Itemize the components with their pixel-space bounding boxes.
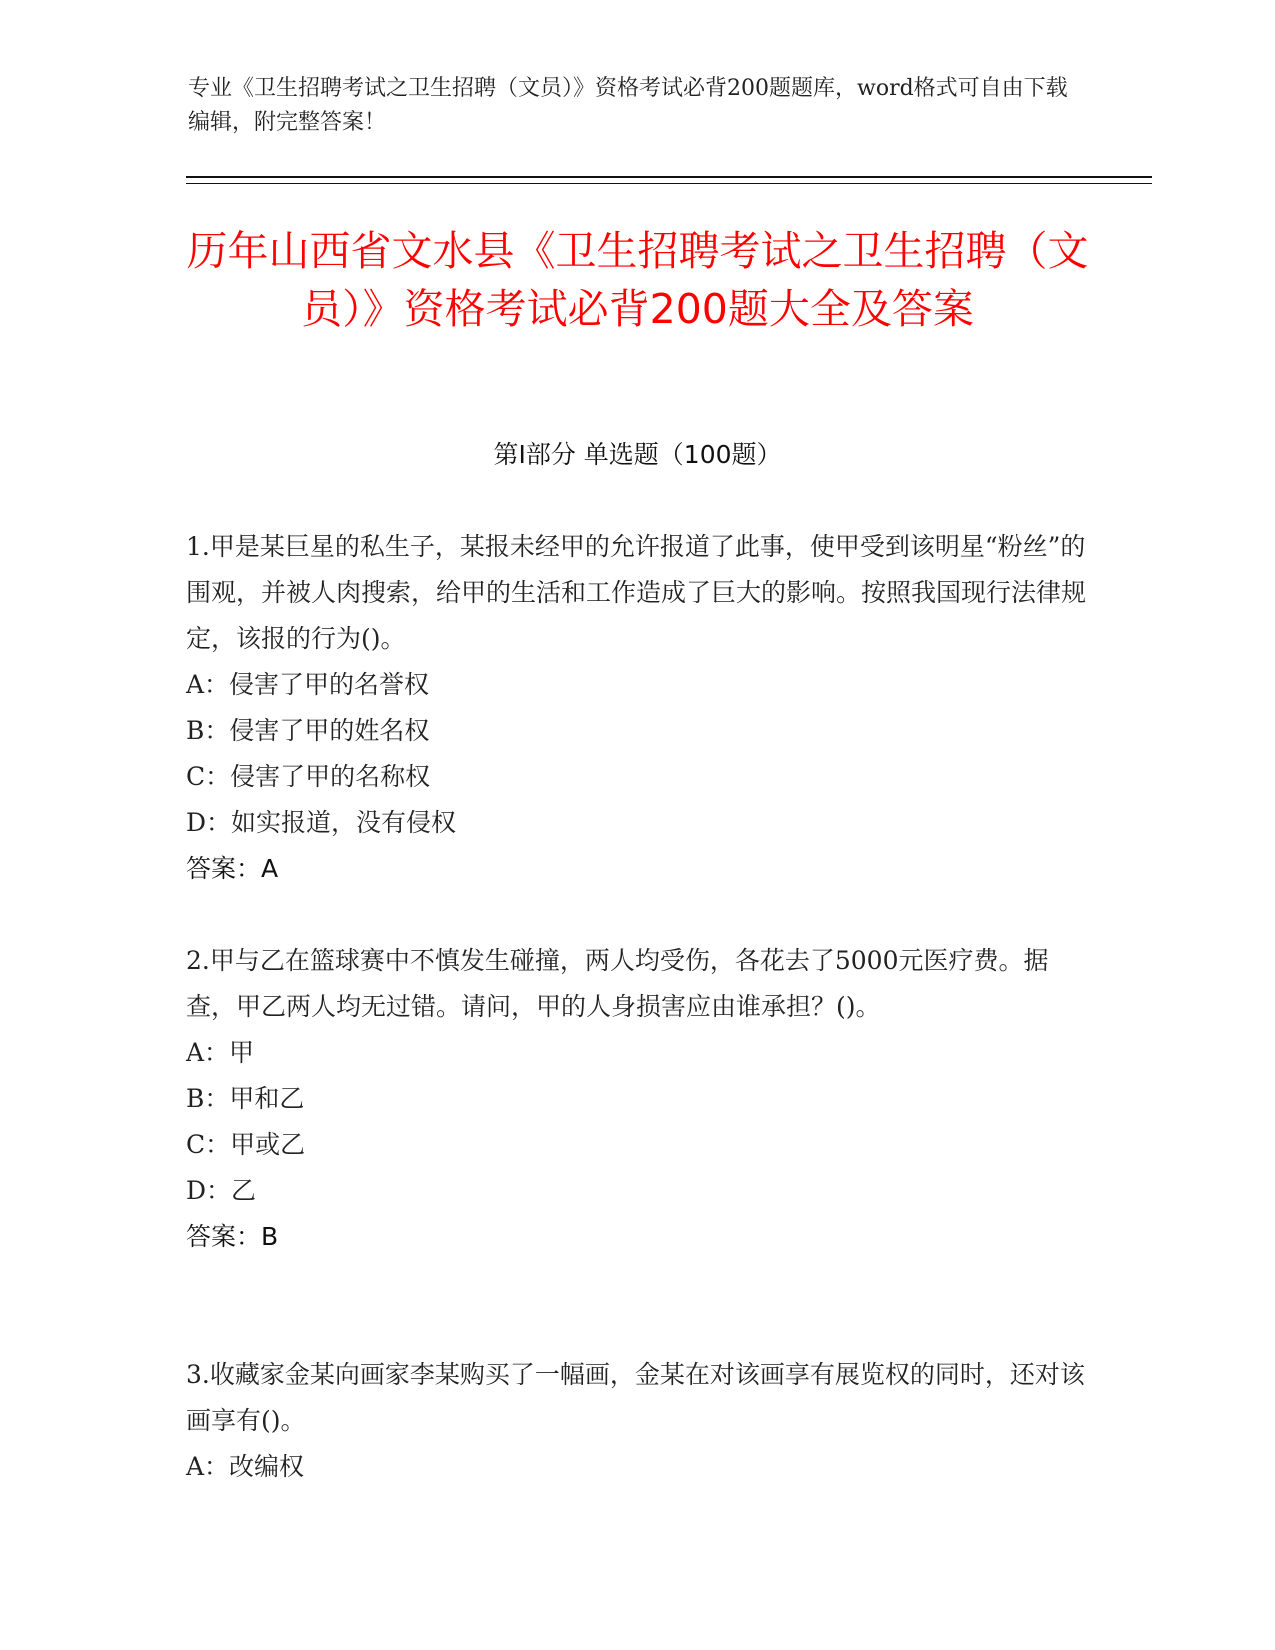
- option-b: B：甲和乙: [186, 1084, 305, 1113]
- header-divider-thick: [186, 176, 1152, 178]
- option-a: A：改编权: [186, 1452, 305, 1481]
- option-a: A：甲: [186, 1038, 255, 1067]
- header-note: 专业《卫生招聘考试之卫生招聘（文员）》资格考试必背200题题库，word格式可自由下载编辑，附完整答案！: [188, 76, 1068, 135]
- question-stem: 3.收藏家金某向画家李某购买了一幅画，金某在对该画享有展览权的同时，还对该画享有()。: [186, 1360, 1085, 1435]
- option-d: D：乙: [186, 1176, 257, 1205]
- option-b: B：侵害了甲的姓名权: [186, 716, 430, 745]
- document-title: 历年山西省文水县《卫生招聘考试之卫生招聘（文员）》资格考试必背200题大全及答案: [186, 227, 1089, 333]
- section-title: 第Ⅰ部分 单选题（100题）: [493, 440, 782, 469]
- question-stem: 2.甲与乙在篮球赛中不慎发生碰撞，两人均受伤，各花去了5000元医疗费。据查，甲乙两人均无过错。请问，甲的人身损害应由谁承担？()。: [186, 946, 1049, 1021]
- option-d: D：如实报道，没有侵权: [186, 808, 457, 837]
- question-3: [186, 1352, 1086, 1490]
- header-divider-thin: [186, 183, 1152, 184]
- option-c: C：侵害了甲的名称权: [186, 762, 431, 791]
- answer: 答案：A: [186, 854, 279, 883]
- question-stem: 1.甲是某巨星的私生子，某报未经甲的允许报道了此事，使甲受到该明星“粉丝”的围观，并被人肉搜索，给甲的生活和工作造成了巨大的影响。按照我国现行法律规定，该报的行为()。: [186, 532, 1087, 653]
- question-2: [186, 938, 1086, 1260]
- option-c: C：甲或乙: [186, 1130, 306, 1159]
- option-a: A：侵害了甲的名誉权: [186, 670, 430, 699]
- question-1: [186, 524, 1086, 892]
- answer: 答案：B: [186, 1222, 279, 1251]
